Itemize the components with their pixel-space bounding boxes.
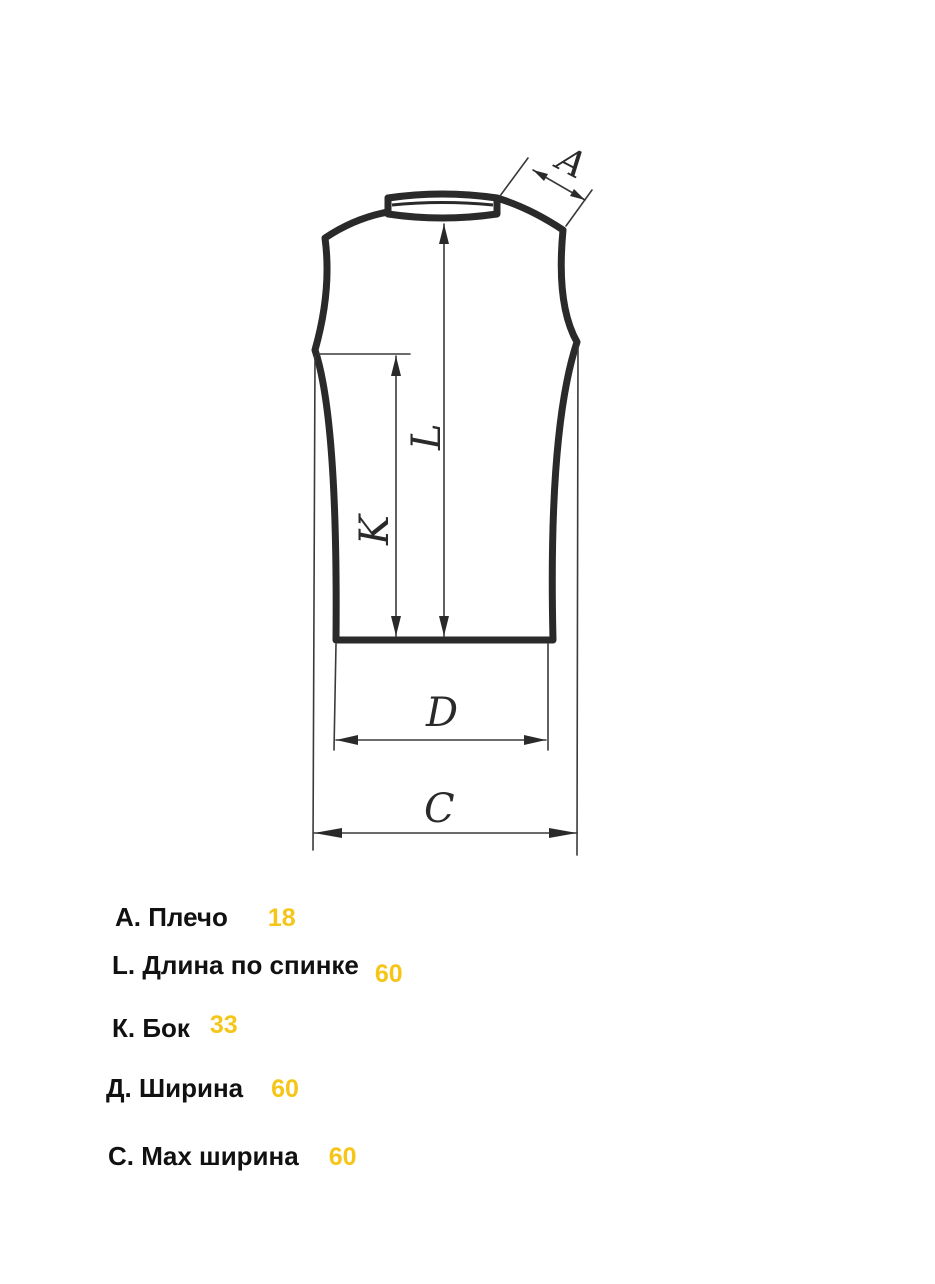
- measurement-label: А. Плечо: [115, 902, 228, 932]
- letter-c: C: [424, 786, 455, 832]
- measurement-label: К. Бок: [112, 1013, 190, 1043]
- measurement-label: L. Длина по спинке: [112, 950, 359, 980]
- measurement-label: С. Max ширина: [108, 1141, 299, 1171]
- measurement-value: 60: [271, 1075, 299, 1103]
- measurement-row-c: [108, 1141, 357, 1172]
- letter-l: L: [404, 423, 450, 450]
- dimension-c: [313, 346, 578, 855]
- measurement-value: 60: [374, 960, 403, 988]
- measurement-row-a: [115, 902, 296, 933]
- measurement-value: 33: [209, 1011, 238, 1039]
- measurement-row-l: [112, 950, 403, 988]
- letter-k: K: [352, 515, 398, 545]
- measurement-row-k: [112, 1013, 238, 1044]
- measurement-value: 18: [267, 904, 296, 932]
- dimension-a: [500, 137, 592, 226]
- measurement-label: Д. Ширина: [106, 1073, 244, 1103]
- measurement-value: 60: [328, 1143, 357, 1171]
- dimension-l: [404, 224, 450, 636]
- letter-a: A: [550, 138, 593, 188]
- dimension-d: [334, 644, 548, 750]
- measurement-row-d: [106, 1073, 299, 1104]
- collar-inner: [392, 203, 493, 206]
- vest-outline: [315, 198, 577, 640]
- collar: [388, 194, 497, 218]
- letter-d: D: [426, 690, 459, 736]
